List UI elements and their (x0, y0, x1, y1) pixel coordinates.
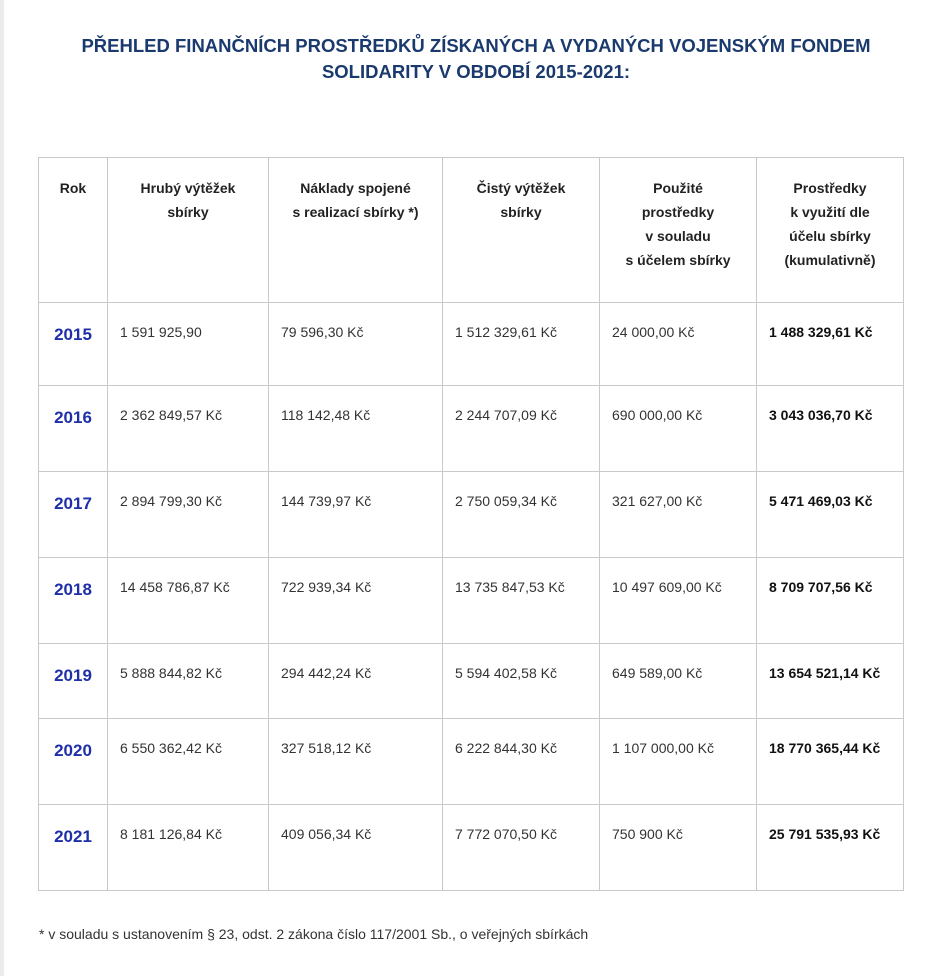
header-line: s realizací sbírky *) (292, 204, 419, 220)
header-line: Hrubý výtěžek (140, 180, 236, 196)
cell-net: 13 735 847,53 Kč (443, 558, 600, 644)
cell-year: 2018 (39, 558, 108, 644)
cell-gross: 2 894 799,30 Kč (108, 472, 269, 558)
header-line: Použité (653, 180, 703, 196)
cell-gross: 1 591 925,90 (108, 303, 269, 386)
cell-year: 2021 (39, 805, 108, 891)
header-line: sbírky (500, 204, 542, 220)
header-line: Náklady spojené (300, 180, 411, 196)
cell-cumulative: 25 791 535,93 Kč (757, 805, 904, 891)
cell-net: 5 594 402,58 Kč (443, 644, 600, 719)
cell-gross: 5 888 844,82 Kč (108, 644, 269, 719)
cell-cumulative: 1 488 329,61 Kč (757, 303, 904, 386)
cell-used: 321 627,00 Kč (600, 472, 757, 558)
table-row (39, 644, 904, 719)
cell-used: 649 589,00 Kč (600, 644, 757, 719)
table-row (39, 719, 904, 805)
header-line: Čistý výtěžek (476, 180, 566, 196)
table-header-row (39, 158, 904, 303)
header-used-funds (600, 158, 757, 303)
header-gross-proceeds (108, 158, 269, 303)
header-line: sbírky (167, 204, 209, 220)
table-row (39, 386, 904, 472)
cell-net: 2 750 059,34 Kč (443, 472, 600, 558)
cell-costs: 294 442,24 Kč (269, 644, 443, 719)
header-line: Prostředky (793, 180, 867, 196)
cell-year: 2015 (39, 303, 108, 386)
table-row (39, 558, 904, 644)
cell-year: 2019 (39, 644, 108, 719)
cell-costs: 144 739,97 Kč (269, 472, 443, 558)
cell-year: 2020 (39, 719, 108, 805)
footnote: * v souladu s ustanovením § 23, odst. 2 zákona číslo 117/2001 Sb., o veřejných sbírkách (39, 926, 589, 942)
cell-net: 2 244 707,09 Kč (443, 386, 600, 472)
header-available-funds (757, 158, 904, 303)
cell-costs: 722 939,34 Kč (269, 558, 443, 644)
page-title-line-2: SOLIDARITY V OBDOBÍ 2015-2021: (321, 61, 631, 82)
cell-gross: 6 550 362,42 Kč (108, 719, 269, 805)
header-costs (269, 158, 443, 303)
table-row (39, 805, 904, 891)
cell-net: 6 222 844,30 Kč (443, 719, 600, 805)
cell-year: 2016 (39, 386, 108, 472)
page-title (30, 33, 922, 85)
fund-table (38, 157, 904, 891)
cell-costs: 79 596,30 Kč (269, 303, 443, 386)
left-edge-strip (0, 0, 4, 976)
cell-used: 24 000,00 Kč (600, 303, 757, 386)
table-row (39, 472, 904, 558)
cell-cumulative: 13 654 521,14 Kč (757, 644, 904, 719)
header-line: (kumulativně) (784, 252, 876, 268)
header-line: prostředky (641, 204, 715, 220)
cell-used: 10 497 609,00 Kč (600, 558, 757, 644)
cell-gross: 2 362 849,57 Kč (108, 386, 269, 472)
cell-costs: 118 142,48 Kč (269, 386, 443, 472)
cell-costs: 327 518,12 Kč (269, 719, 443, 805)
cell-cumulative: 18 770 365,44 Kč (757, 719, 904, 805)
header-line: Rok (59, 180, 87, 196)
cell-gross: 8 181 126,84 Kč (108, 805, 269, 891)
header-year (39, 158, 108, 303)
header-net-proceeds (443, 158, 600, 303)
header-line: účelu sbírky (789, 228, 871, 244)
cell-cumulative: 5 471 469,03 Kč (757, 472, 904, 558)
page-title-line-1: PŘEHLED FINANČNÍCH PROSTŘEDKŮ ZÍSKANÝCH A VYDANÝCH VOJENSKÝM FONDEM (81, 35, 871, 56)
cell-used: 690 000,00 Kč (600, 386, 757, 472)
cell-used: 1 107 000,00 Kč (600, 719, 757, 805)
cell-cumulative: 8 709 707,56 Kč (757, 558, 904, 644)
cell-gross: 14 458 786,87 Kč (108, 558, 269, 644)
cell-net: 1 512 329,61 Kč (443, 303, 600, 386)
cell-used: 750 900 Kč (600, 805, 757, 891)
cell-year: 2017 (39, 472, 108, 558)
header-line: s účelem sbírky (625, 252, 731, 268)
header-line: v souladu (645, 228, 711, 244)
cell-net: 7 772 070,50 Kč (443, 805, 600, 891)
table-row (39, 303, 904, 386)
header-line: k využití dle (790, 204, 870, 220)
cell-cumulative: 3 043 036,70 Kč (757, 386, 904, 472)
cell-costs: 409 056,34 Kč (269, 805, 443, 891)
